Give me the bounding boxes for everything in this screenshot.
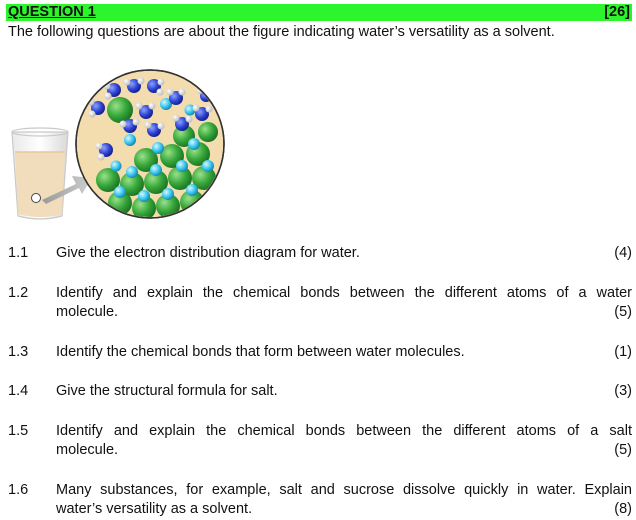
question-line: Identify the chemical bonds that form between water molecules.	[56, 344, 465, 360]
question-total-marks: [26]	[604, 4, 630, 20]
question-text	[56, 481, 632, 519]
question-title: QUESTION 1	[8, 4, 96, 20]
figure	[6, 66, 236, 231]
question-marks: (5)	[614, 442, 632, 458]
question-number: 1.6	[8, 482, 29, 498]
intro-text: The following questions are about the figure indicating water’s versatility as a solvent.	[8, 24, 555, 40]
question-number: 1.1	[8, 245, 29, 261]
question-line: water’s versatility as a solvent.	[56, 501, 253, 517]
question-number: 1.3	[8, 344, 29, 360]
question-text	[56, 422, 632, 460]
question-line: Give the electron distribution diagram for water.	[56, 245, 360, 261]
question-line: Identify and explain the chemical bonds between the different atoms of a salt	[56, 423, 632, 439]
question-line: Many substances, for example, salt and sucrose dissolve quickly in water. Explain	[56, 482, 632, 498]
question-text	[56, 244, 632, 263]
question-line: molecule.	[56, 304, 119, 320]
question-number: 1.2	[8, 285, 29, 301]
question-text	[56, 382, 632, 401]
question-line: Identify and explain the chemical bonds between the different atoms of a water	[56, 285, 632, 301]
question-number: 1.4	[8, 383, 29, 399]
question-marks: (5)	[614, 304, 632, 320]
question-line: molecule.	[56, 442, 119, 458]
salt-dissolving-in-water-illustration-icon	[6, 66, 236, 226]
question-marks: (8)	[614, 501, 632, 517]
question-text	[56, 284, 632, 322]
question-line: Give the structural formula for salt.	[56, 383, 278, 399]
question-text	[56, 343, 632, 362]
question-header-bar	[6, 4, 632, 21]
question-number: 1.5	[8, 423, 29, 439]
question-marks: (3)	[614, 383, 632, 399]
question-marks: (1)	[614, 344, 632, 360]
question-marks: (4)	[614, 245, 632, 261]
